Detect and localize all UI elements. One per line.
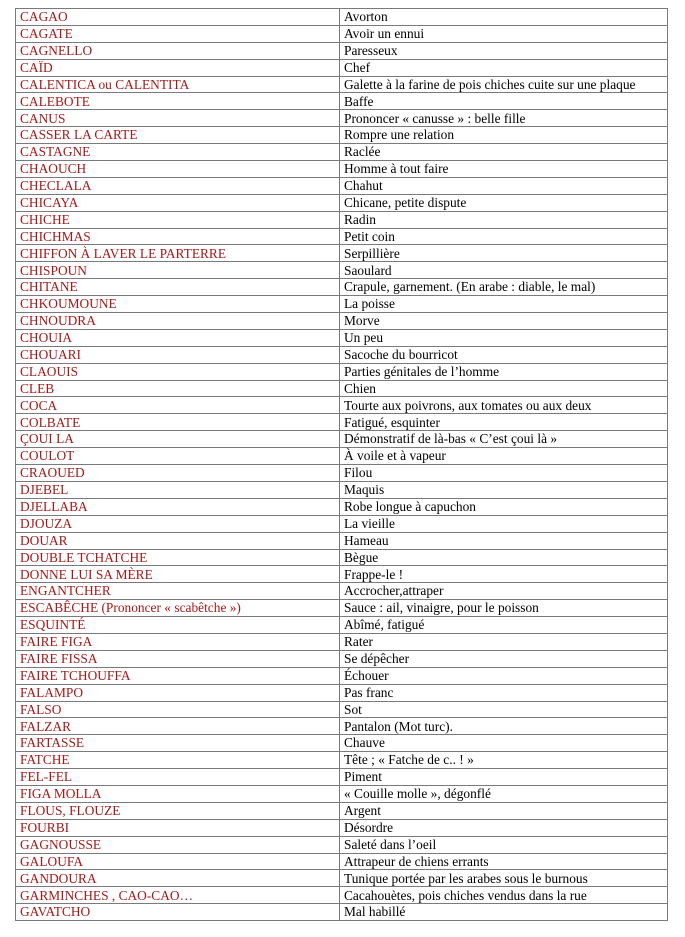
definition-cell: Maquis [340,481,668,498]
definition-cell: Un peu [340,329,668,346]
definition-cell: Argent [340,802,668,819]
term-cell: FIGA MOLLA [16,785,340,802]
term-cell: CHIFFON À LAVER LE PARTERRE [16,245,340,262]
term-cell: CAÏD [16,59,340,76]
term-cell: DOUBLE TCHATCHE [16,549,340,566]
glossary-body [16,9,668,921]
term-cell: FALZAR [16,718,340,735]
term-cell: CAGNELLO [16,42,340,59]
table-row [16,633,668,650]
table-row [16,465,668,482]
table-row [16,684,668,701]
definition-cell: Radin [340,211,668,228]
table-row [16,617,668,634]
glossary-table [15,8,668,921]
term-cell: FAIRE TCHOUFFA [16,667,340,684]
term-cell: DONNE LUI SA MÈRE [16,566,340,583]
definition-cell: Frappe-le ! [340,566,668,583]
definition-cell: Tunique portée par les arabes sous le burnous [340,870,668,887]
definition-cell: Raclée [340,144,668,161]
table-row [16,870,668,887]
table-row [16,194,668,211]
term-cell: COCA [16,397,340,414]
table-row [16,313,668,330]
table-row [16,296,668,313]
term-cell: FALAMPO [16,684,340,701]
definition-cell: Paresseux [340,42,668,59]
table-row [16,769,668,786]
definition-cell: Rater [340,633,668,650]
definition-cell: Chicane, petite dispute [340,194,668,211]
table-row [16,515,668,532]
definition-cell: À voile et à vapeur [340,448,668,465]
table-row [16,498,668,515]
term-cell: ESCABÊCHE (Prononcer « scabêtche ») [16,600,340,617]
table-row [16,127,668,144]
definition-cell: Bègue [340,549,668,566]
table-row [16,414,668,431]
table-row [16,110,668,127]
table-row [16,566,668,583]
term-cell: CAGATE [16,25,340,42]
table-row [16,448,668,465]
term-cell: FLOUS, FLOUZE [16,802,340,819]
table-row [16,363,668,380]
term-cell: CHOUIA [16,329,340,346]
definition-cell: La vieille [340,515,668,532]
term-cell: CAGAO [16,9,340,26]
table-row [16,701,668,718]
definition-cell: Attrapeur de chiens errants [340,853,668,870]
definition-cell: Galette à la farine de pois chiches cuite sur une plaque [340,76,668,93]
definition-cell: Abîmé, fatigué [340,617,668,634]
term-cell: CHICHE [16,211,340,228]
term-cell: DOUAR [16,532,340,549]
term-cell: CRAOUED [16,465,340,482]
definition-cell: Prononcer « canusse » : belle fille [340,110,668,127]
table-row [16,752,668,769]
term-cell: CLAOUIS [16,363,340,380]
table-row [16,380,668,397]
term-cell: CHITANE [16,279,340,296]
table-row [16,211,668,228]
term-cell: CASSER LA CARTE [16,127,340,144]
table-row [16,42,668,59]
term-cell: CHAOUCH [16,161,340,178]
term-cell: COLBATE [16,414,340,431]
definition-cell: Chien [340,380,668,397]
table-row [16,25,668,42]
table-row [16,583,668,600]
definition-cell: Cacahouètes, pois chiches vendus dans la rue [340,887,668,904]
term-cell: DJELLABA [16,498,340,515]
table-row [16,650,668,667]
table-row [16,228,668,245]
term-cell: ÇOUI LA [16,431,340,448]
definition-cell: Démonstratif de là-bas « C’est çoui là » [340,431,668,448]
term-cell: CALEBOTE [16,93,340,110]
table-row [16,397,668,414]
table-row [16,144,668,161]
table-row [16,904,668,921]
definition-cell: Saleté dans l’oeil [340,836,668,853]
table-row [16,93,668,110]
table-row [16,802,668,819]
definition-cell: Baffe [340,93,668,110]
term-cell: CLEB [16,380,340,397]
table-row [16,785,668,802]
table-row [16,718,668,735]
table-row [16,431,668,448]
term-cell: FATCHE [16,752,340,769]
term-cell: FEL-FEL [16,769,340,786]
term-cell: DJOUZA [16,515,340,532]
definition-cell: Se dépêcher [340,650,668,667]
term-cell: CHECLALA [16,177,340,194]
term-cell: CASTAGNE [16,144,340,161]
definition-cell: Pantalon (Mot turc). [340,718,668,735]
table-row [16,262,668,279]
definition-cell: Avoir un ennui [340,25,668,42]
definition-cell: Sacoche du bourricot [340,346,668,363]
table-row [16,853,668,870]
definition-cell: Désordre [340,819,668,836]
table-row [16,346,668,363]
term-cell: FAIRE FISSA [16,650,340,667]
definition-cell: Échouer [340,667,668,684]
term-cell: CHISPOUN [16,262,340,279]
term-cell: FOURBI [16,819,340,836]
definition-cell: Chauve [340,735,668,752]
table-row [16,819,668,836]
definition-cell: Serpillière [340,245,668,262]
term-cell: FARTASSE [16,735,340,752]
term-cell: FALSO [16,701,340,718]
term-cell: GALOUFA [16,853,340,870]
term-cell: CHNOUDRA [16,313,340,330]
definition-cell: Fatigué, esquinter [340,414,668,431]
definition-cell: Petit coin [340,228,668,245]
definition-cell: Homme à tout faire [340,161,668,178]
table-row [16,600,668,617]
definition-cell: Parties génitales de l’homme [340,363,668,380]
table-row [16,177,668,194]
term-cell: COULOT [16,448,340,465]
definition-cell: Filou [340,465,668,482]
term-cell: GARMINCHES , CAO-CAO… [16,887,340,904]
term-cell: GAGNOUSSE [16,836,340,853]
definition-cell: Mal habillé [340,904,668,921]
table-row [16,836,668,853]
definition-cell: Pas franc [340,684,668,701]
table-row [16,887,668,904]
table-row [16,532,668,549]
table-row [16,76,668,93]
table-row [16,549,668,566]
term-cell: ENGANTCHER [16,583,340,600]
definition-cell: Sauce : ail, vinaigre, pour le poisson [340,600,668,617]
table-row [16,481,668,498]
table-row [16,245,668,262]
term-cell: GANDOURA [16,870,340,887]
term-cell: CHICAYA [16,194,340,211]
table-row [16,735,668,752]
table-row [16,667,668,684]
definition-cell: Tête ; « Fatche de c.. ! » [340,752,668,769]
definition-cell: Sot [340,701,668,718]
definition-cell: Piment [340,769,668,786]
term-cell: CANUS [16,110,340,127]
term-cell: CHKOUMOUNE [16,296,340,313]
definition-cell: La poisse [340,296,668,313]
definition-cell: Tourte aux poivrons, aux tomates ou aux deux [340,397,668,414]
definition-cell: Robe longue à capuchon [340,498,668,515]
term-cell: DJEBEL [16,481,340,498]
term-cell: CHOUARI [16,346,340,363]
definition-cell: Saoulard [340,262,668,279]
term-cell: GAVATCHO [16,904,340,921]
definition-cell: Chef [340,59,668,76]
term-cell: ESQUINTÉ [16,617,340,634]
table-row [16,161,668,178]
term-cell: FAIRE FIGA [16,633,340,650]
definition-cell: Hameau [340,532,668,549]
definition-cell: Crapule, garnement. (En arabe : diable, le mal) [340,279,668,296]
definition-cell: Chahut [340,177,668,194]
definition-cell: Morve [340,313,668,330]
definition-cell: Rompre une relation [340,127,668,144]
term-cell: CALENTICA ou CALENTITA [16,76,340,93]
table-row [16,279,668,296]
definition-cell: « Couille molle », dégonflé [340,785,668,802]
table-row [16,59,668,76]
term-cell: CHICHMAS [16,228,340,245]
definition-cell: Accrocher,attraper [340,583,668,600]
table-row [16,329,668,346]
definition-cell: Avorton [340,9,668,26]
table-row [16,9,668,26]
